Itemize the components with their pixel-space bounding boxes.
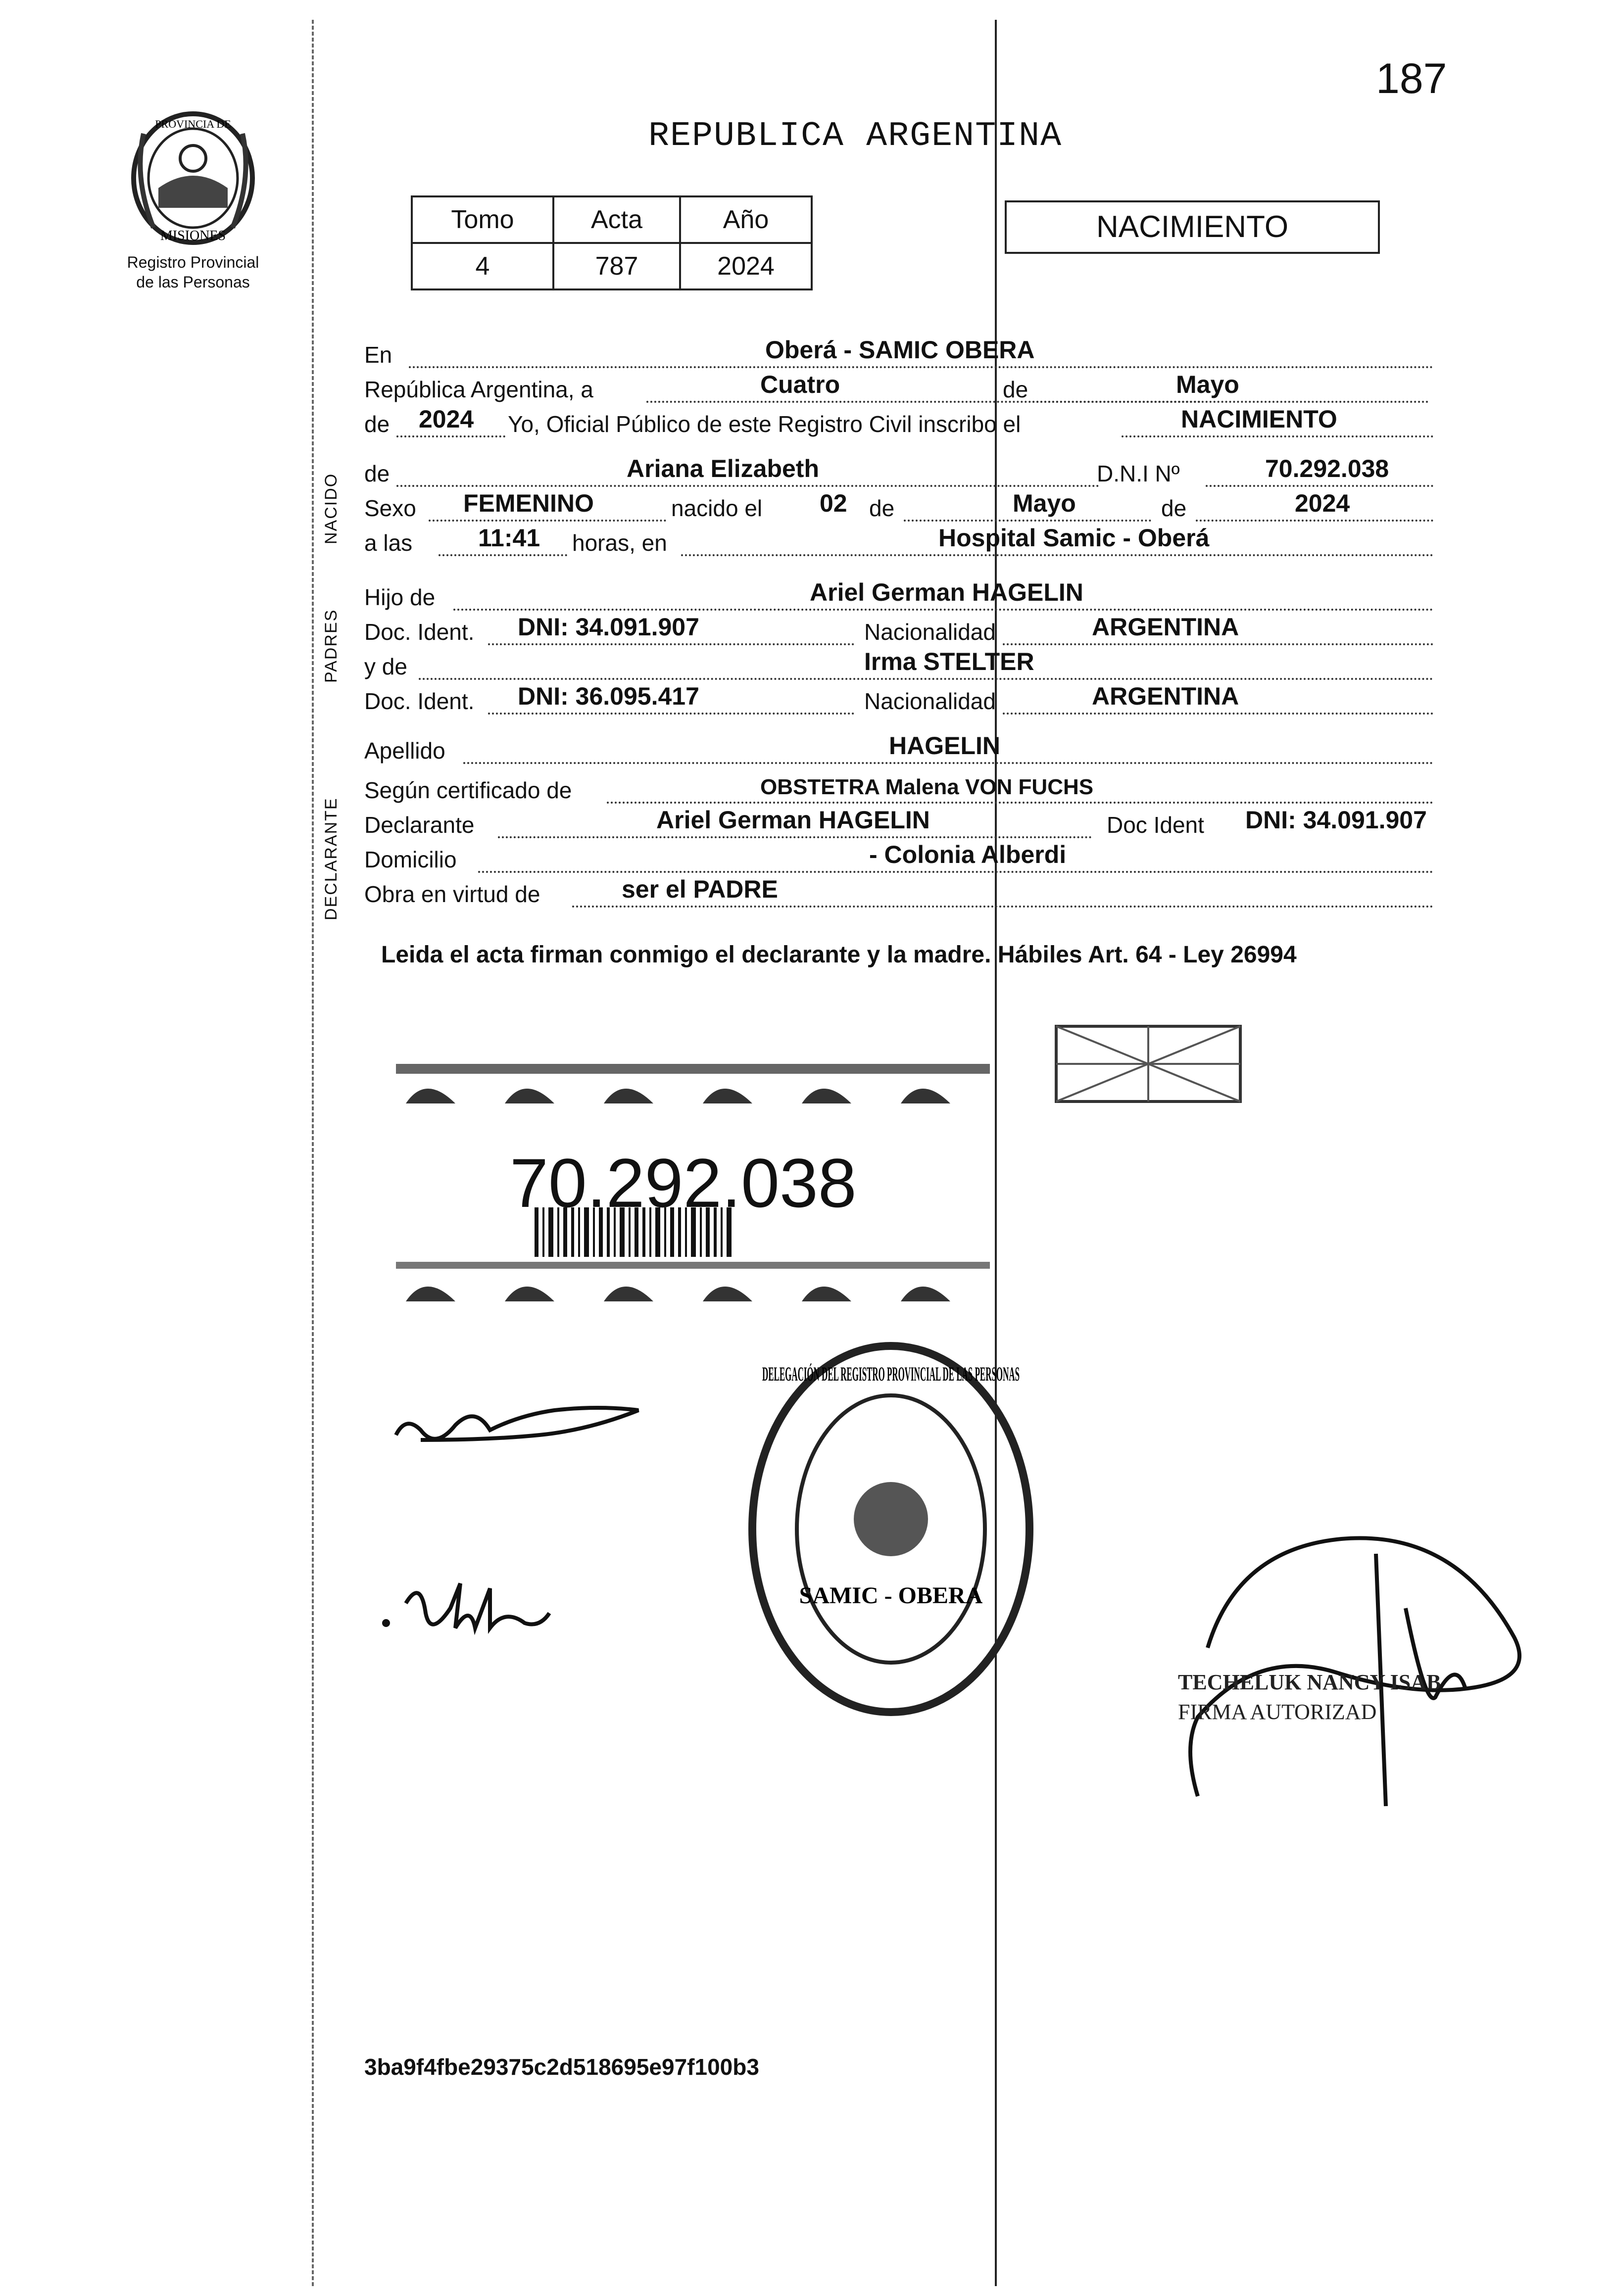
province-seal-icon [114, 104, 272, 252]
anio-value: 2024 [419, 405, 474, 433]
security-hologram [1054, 1024, 1242, 1103]
svg-text:DELEGACIÓN DEL REGISTRO PROVIN: DELEGACIÓN DEL REGISTRO PROVINCIAL DE LAS PERSONAS [762, 1363, 1020, 1385]
declarant-signature [391, 1395, 648, 1475]
side-label-nacido: NACIDO [322, 473, 341, 544]
tipo-value: NACIMIENTO [1181, 405, 1337, 433]
svg-text:PROVINCIA DE: PROVINCIA DE [155, 118, 231, 130]
certificado-value: OBSTETRA Malena VON FUCHS [760, 775, 1094, 799]
register-table [411, 195, 813, 290]
row-inscribo: de 2024 Yo, Oficial Público de este Registro Civil inscribo el NACIMIENTO [364, 406, 1443, 440]
lugar-value: Oberá - SAMIC OBERA [765, 336, 1035, 364]
nombre-value: Ariana Elizabeth [627, 455, 819, 482]
row-nombre: de Ariana Elizabeth D.N.I Nº 70.292.038 [364, 455, 1443, 490]
padre-doc-value: DNI: 34.091.907 [518, 613, 699, 641]
header-tomo: Tomo [412, 196, 553, 243]
row-declarante: Declarante Ariel German HAGELIN Doc Ident DNI: 34.091.907 [364, 806, 1427, 838]
declarante-value: Ariel German HAGELIN [656, 806, 930, 834]
anio-nac-value: 2024 [1295, 489, 1350, 517]
document-title: REPUBLICA ARGENTINA [648, 117, 1063, 156]
lugar-nac-value: Hospital Samic - Oberá [938, 524, 1210, 552]
dia-texto-value: Cuatro [760, 371, 840, 398]
domicilio-value: - Colonia Alberdi [869, 841, 1067, 868]
side-label-declarante: DECLARANTE [322, 797, 341, 920]
page-number: 187 [1376, 55, 1447, 102]
dia-nac-value: 02 [820, 489, 847, 517]
value-anio: 2024 [680, 243, 812, 289]
official-name-stamp: TECHELUK NANCY ISAB FIRMA AUTORIZAD [1178, 1670, 1441, 1724]
side-label-padres: PADRES [322, 609, 341, 683]
act-type-box: NACIMIENTO [1005, 200, 1380, 254]
row-en: En Oberá - SAMIC OBERA [364, 336, 1443, 371]
row-domicilio: Domicilio - Colonia Alberdi [364, 841, 1443, 876]
margin-dashed-line [312, 20, 314, 2286]
row-padre: Hijo de Ariel German HAGELIN [364, 579, 1443, 614]
dni-value: 70.292.038 [1265, 455, 1389, 482]
row-apellido: Apellido HAGELIN [364, 732, 1443, 767]
declarante-doc-value: DNI: 34.091.907 [1245, 806, 1427, 834]
closing-statement: Leida el acta firman conmigo el declarante y la madre. Hábiles Art. 64 - Ley 26994 [381, 942, 1297, 968]
svg-text:MISIONES: MISIONES [160, 228, 226, 243]
padre-nac-value: ARGENTINA [1092, 613, 1239, 641]
mother-signature [376, 1574, 564, 1653]
document-hash: 3ba9f4fbe29375c2d518695e97f100b3 [364, 2054, 759, 2080]
madre-nac-value: ARGENTINA [1092, 682, 1239, 710]
padre-value: Ariel German HAGELIN [810, 578, 1083, 606]
value-acta: 787 [553, 243, 680, 289]
apellido-value: HAGELIN [889, 732, 1000, 760]
mes-texto-value: Mayo [1176, 371, 1239, 398]
value-tomo: 4 [412, 243, 553, 289]
row-sexo: Sexo FEMENINO nacido el 02 de Mayo de 2024 [364, 490, 1443, 525]
hora-value: 11:41 [478, 524, 540, 552]
virtud-value: ser el PADRE [622, 875, 778, 903]
row-padre-doc: Doc. Ident. DNI: 34.091.907 Nacionalidad ARGENTINA [364, 614, 1443, 648]
logo-caption: Registro Provincial de las Personas [127, 253, 259, 291]
row-republica: República Argentina, a Cuatro de Mayo [364, 371, 1443, 406]
official-signature [1178, 1509, 1534, 1816]
svg-text:SAMIC - OBERA: SAMIC - OBERA [799, 1582, 983, 1609]
row-certificado: Según certificado de OBSTETRA Malena VON FUCHS [364, 772, 1443, 807]
sexo-value: FEMENINO [463, 489, 594, 517]
row-madre-doc: Doc. Ident. DNI: 36.095.417 Nacionalidad ARGENTINA [364, 683, 1443, 718]
madre-value: Irma STELTER [864, 648, 1034, 675]
madre-doc-value: DNI: 36.095.417 [518, 682, 699, 710]
row-virtud: Obra en virtud de ser el PADRE [364, 876, 1443, 910]
official-seal-stamp [742, 1336, 1039, 1722]
row-hora: a las 11:41 horas, en Hospital Samic - Oberá [364, 525, 1443, 559]
header-acta: Acta [553, 196, 680, 243]
mes-nac-value: Mayo [1013, 489, 1076, 517]
row-madre: y de Irma STELTER [364, 648, 1443, 683]
header-anio: Año [680, 196, 812, 243]
barcode-number: 70.292.038 [510, 1144, 857, 1222]
